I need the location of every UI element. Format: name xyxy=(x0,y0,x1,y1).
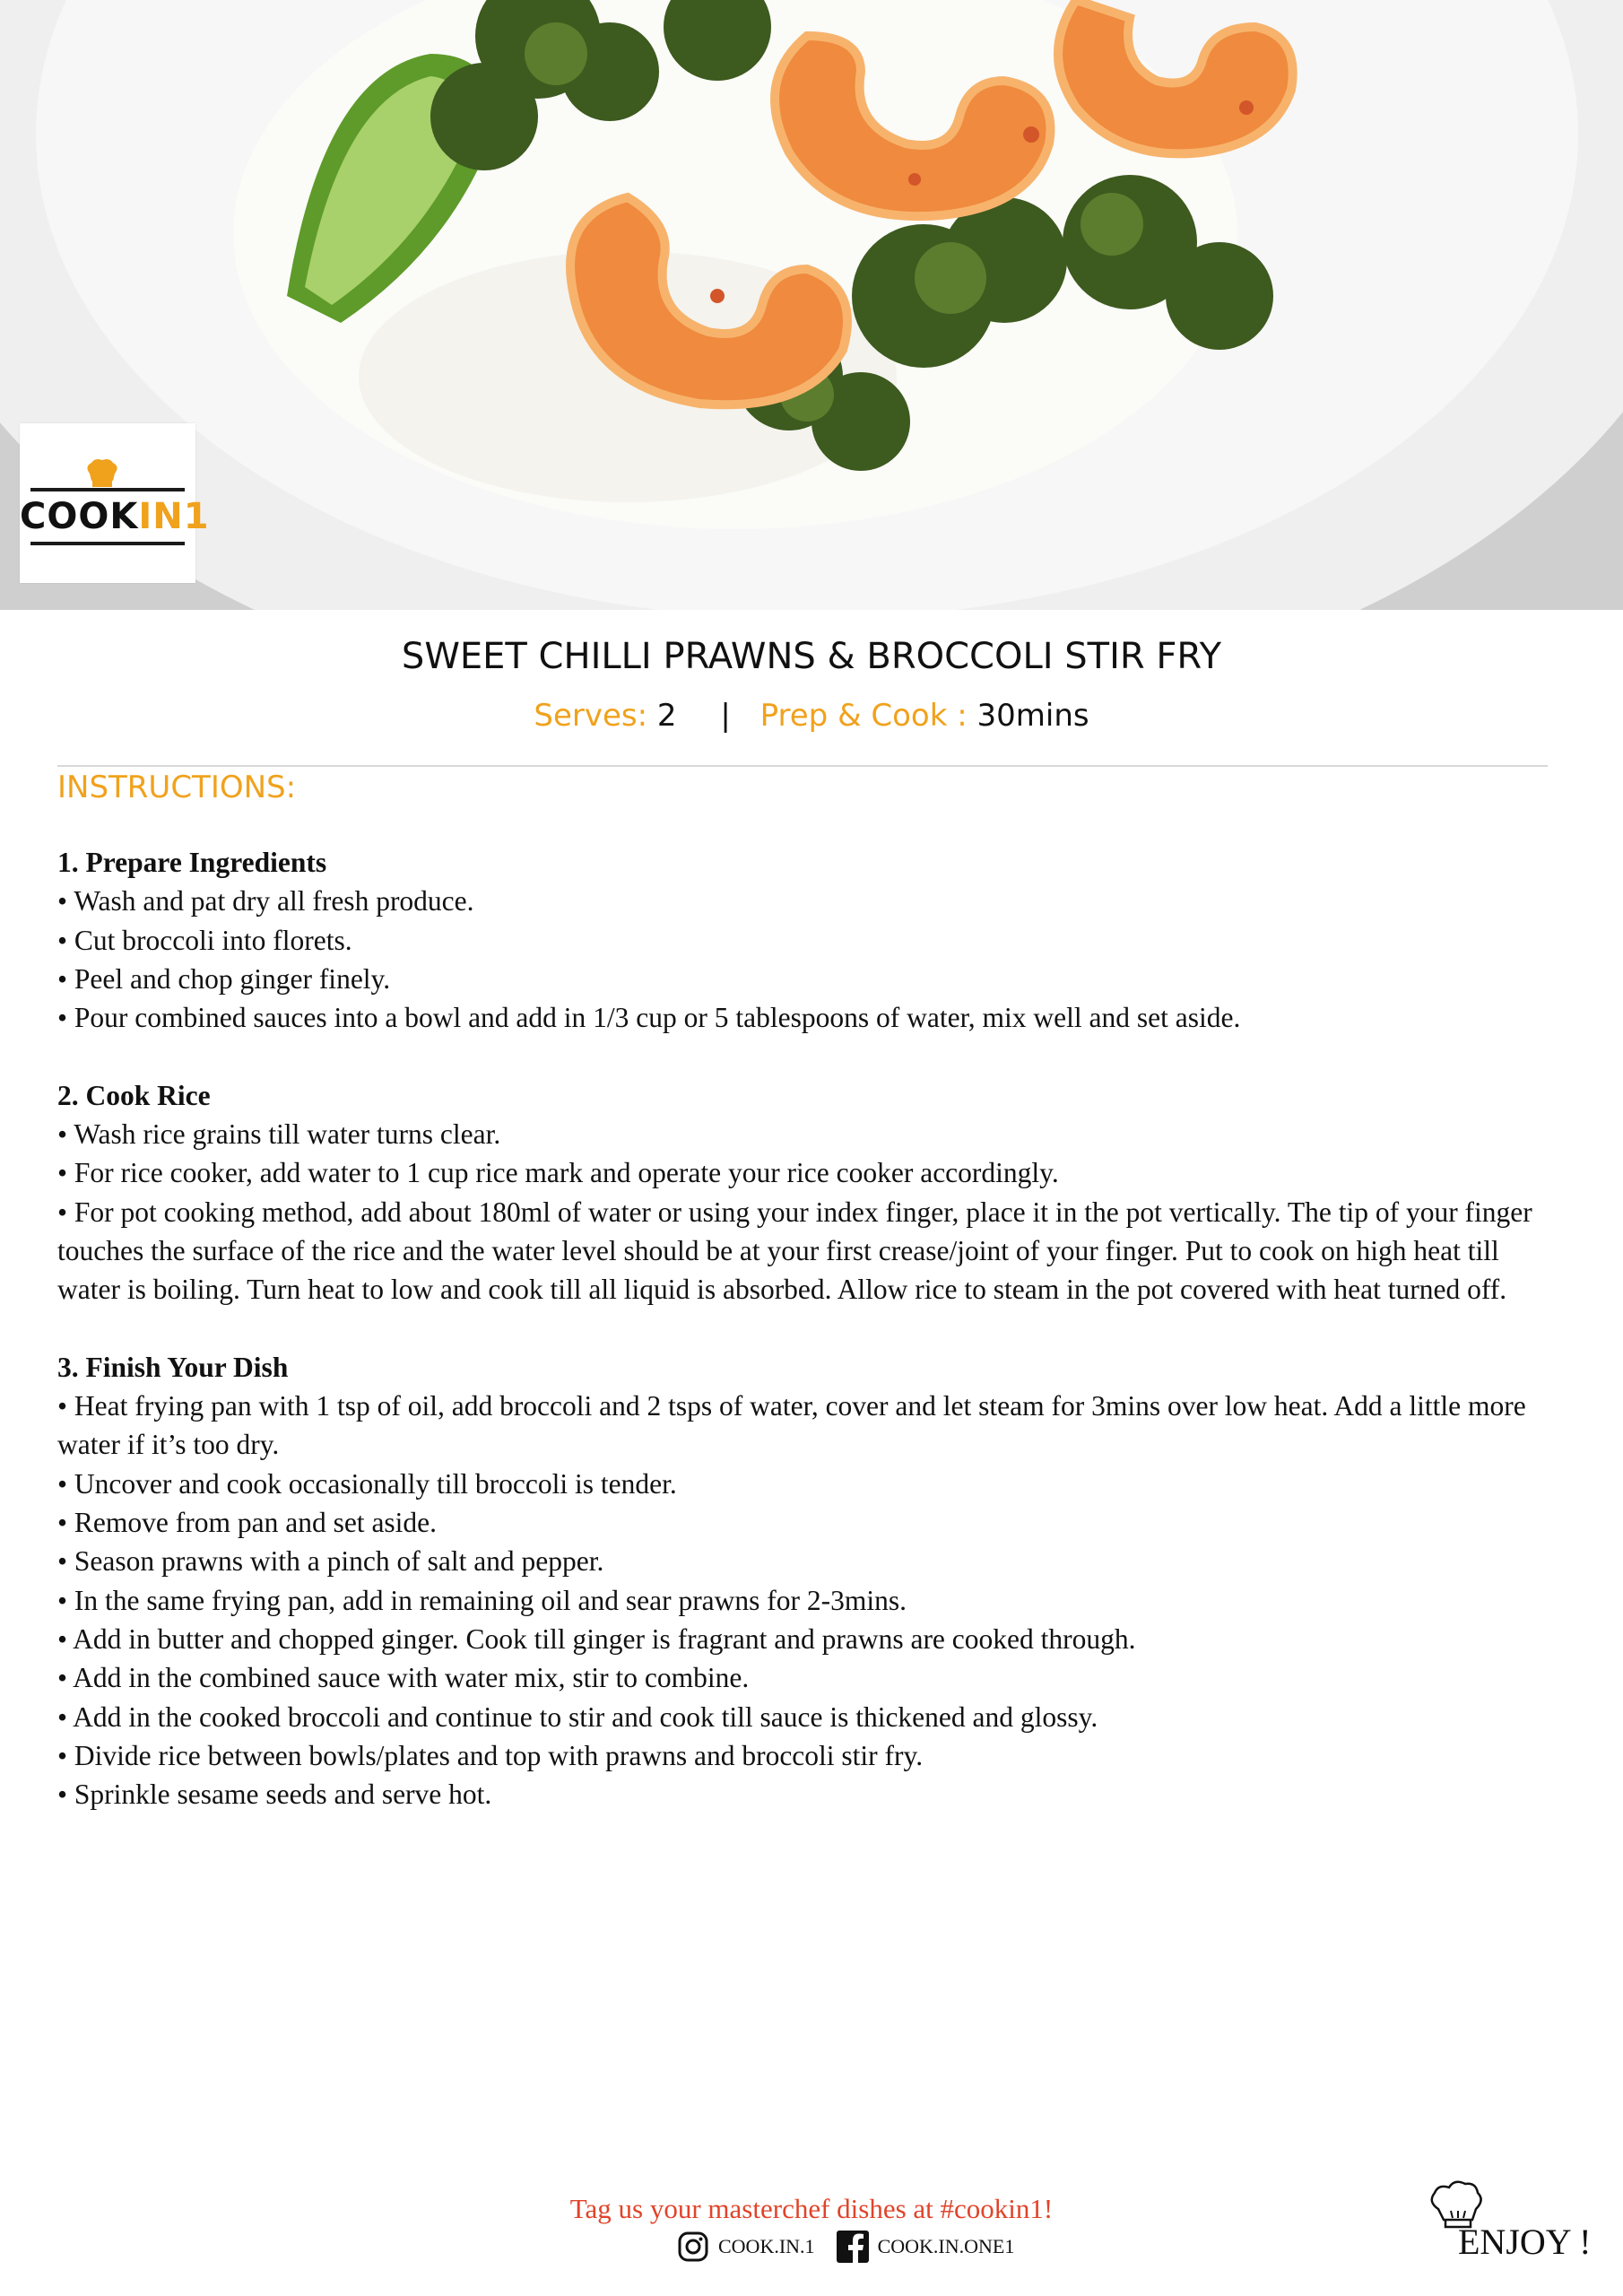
prep-value: 30mins xyxy=(976,698,1089,734)
hero-photo xyxy=(0,0,1623,610)
dish-illustration xyxy=(0,0,1623,610)
recipe-title: SWEET CHILLI PRAWNS & BROCCOLI STIR FRY xyxy=(401,636,1222,677)
step-line: • Season prawns with a pinch of salt and pepper. xyxy=(57,1545,604,1578)
facebook-handle[interactable]: COOK.IN.ONE1 xyxy=(877,2235,1015,2257)
step-title: 2. Cook Rice xyxy=(57,1079,211,1111)
step-finish-dish xyxy=(57,1348,1564,1814)
logo-wordmark xyxy=(20,495,210,538)
prep-label: Prep & Cook : xyxy=(759,698,968,734)
enjoy-badge xyxy=(1426,2175,1605,2274)
recipe-meta xyxy=(0,691,1623,741)
step-line: • Wash rice grains till water turns clear. xyxy=(57,1118,501,1151)
serves-label: Serves: xyxy=(534,698,648,734)
logo-text-main: COOK xyxy=(20,496,139,537)
step-line: • For pot cooking method, add about 180ml of water or using your index finger, place it in the pot vertically. The tip of your finger touches the surface of the rice and the water level should be at your first crease/joint of your finger. Put to cook on high heat till water is boiling. Turn heat to low and cook till all liquid is absorbed. Allow rice to steam in the pot covered with heat turned off. xyxy=(57,1196,1532,1306)
meta-separator: | xyxy=(720,698,731,734)
step-title: 3. Finish Your Dish xyxy=(57,1351,289,1383)
step-line: • Sprinkle sesame seeds and serve hot. xyxy=(57,1779,492,1811)
step-prepare-ingredients xyxy=(57,843,1564,1037)
facebook-icon[interactable] xyxy=(837,2231,869,2263)
social-links xyxy=(677,2226,1036,2267)
cookin1-logo xyxy=(20,423,210,583)
step-line: • Add in the cooked broccoli and continue to stir and cook till sauce is thickened and glossy. xyxy=(57,1700,1098,1733)
step-line: • Remove from pan and set aside. xyxy=(57,1507,438,1539)
step-line: • Heat frying pan with 1 tsp of oil, add broccoli and 2 tsps of water, cover and let steam for 3mins over low heat. Add a little more water if it’s too dry. xyxy=(57,1390,1526,1461)
chef-hat-icon xyxy=(84,457,120,488)
serves-value: 2 xyxy=(656,698,677,734)
step-line: • Peel and chop ginger finely. xyxy=(57,962,391,995)
footer-tagline: Tag us your masterchef dishes at #cookin1! xyxy=(569,2193,1054,2224)
step-line: • Uncover and cook occasionally till broccoli is tender. xyxy=(57,1467,677,1500)
step-line: • Wash and pat dry all fresh produce. xyxy=(57,885,474,918)
step-line: • Add in butter and chopped ginger. Cook till ginger is fragrant and prawns are cooked through. xyxy=(57,1622,1136,1655)
step-line: • Divide rice between bowls/plates and top with prawns and broccoli stir fry. xyxy=(57,1739,924,1771)
logo-text-accent: IN1 xyxy=(138,496,210,537)
step-line: • Add in the combined sauce with water mix, stir to combine. xyxy=(57,1662,750,1694)
instructions-body xyxy=(57,843,1564,1853)
step-line: • Pour combined sauces into a bowl and add in 1/3 cup or 5 tablespoons of water, mix well and set aside. xyxy=(57,1002,1241,1034)
step-line: • For rice cooker, add water to 1 cup rice mark and operate your rice cooker accordingly. xyxy=(57,1157,1059,1189)
instagram-icon[interactable] xyxy=(677,2231,709,2263)
step-cook-rice xyxy=(57,1076,1564,1309)
step-line: • In the same frying pan, add in remaining oil and sear prawns for 2-3mins. xyxy=(57,1584,907,1616)
step-title: 1. Prepare Ingredients xyxy=(57,847,327,878)
instructions-heading: INSTRUCTIONS: xyxy=(57,770,297,805)
instagram-handle[interactable]: COOK.IN.1 xyxy=(718,2235,815,2257)
enjoy-text: ENJOY ! xyxy=(1458,2222,1592,2262)
step-line: • Cut broccoli into florets. xyxy=(57,924,352,956)
